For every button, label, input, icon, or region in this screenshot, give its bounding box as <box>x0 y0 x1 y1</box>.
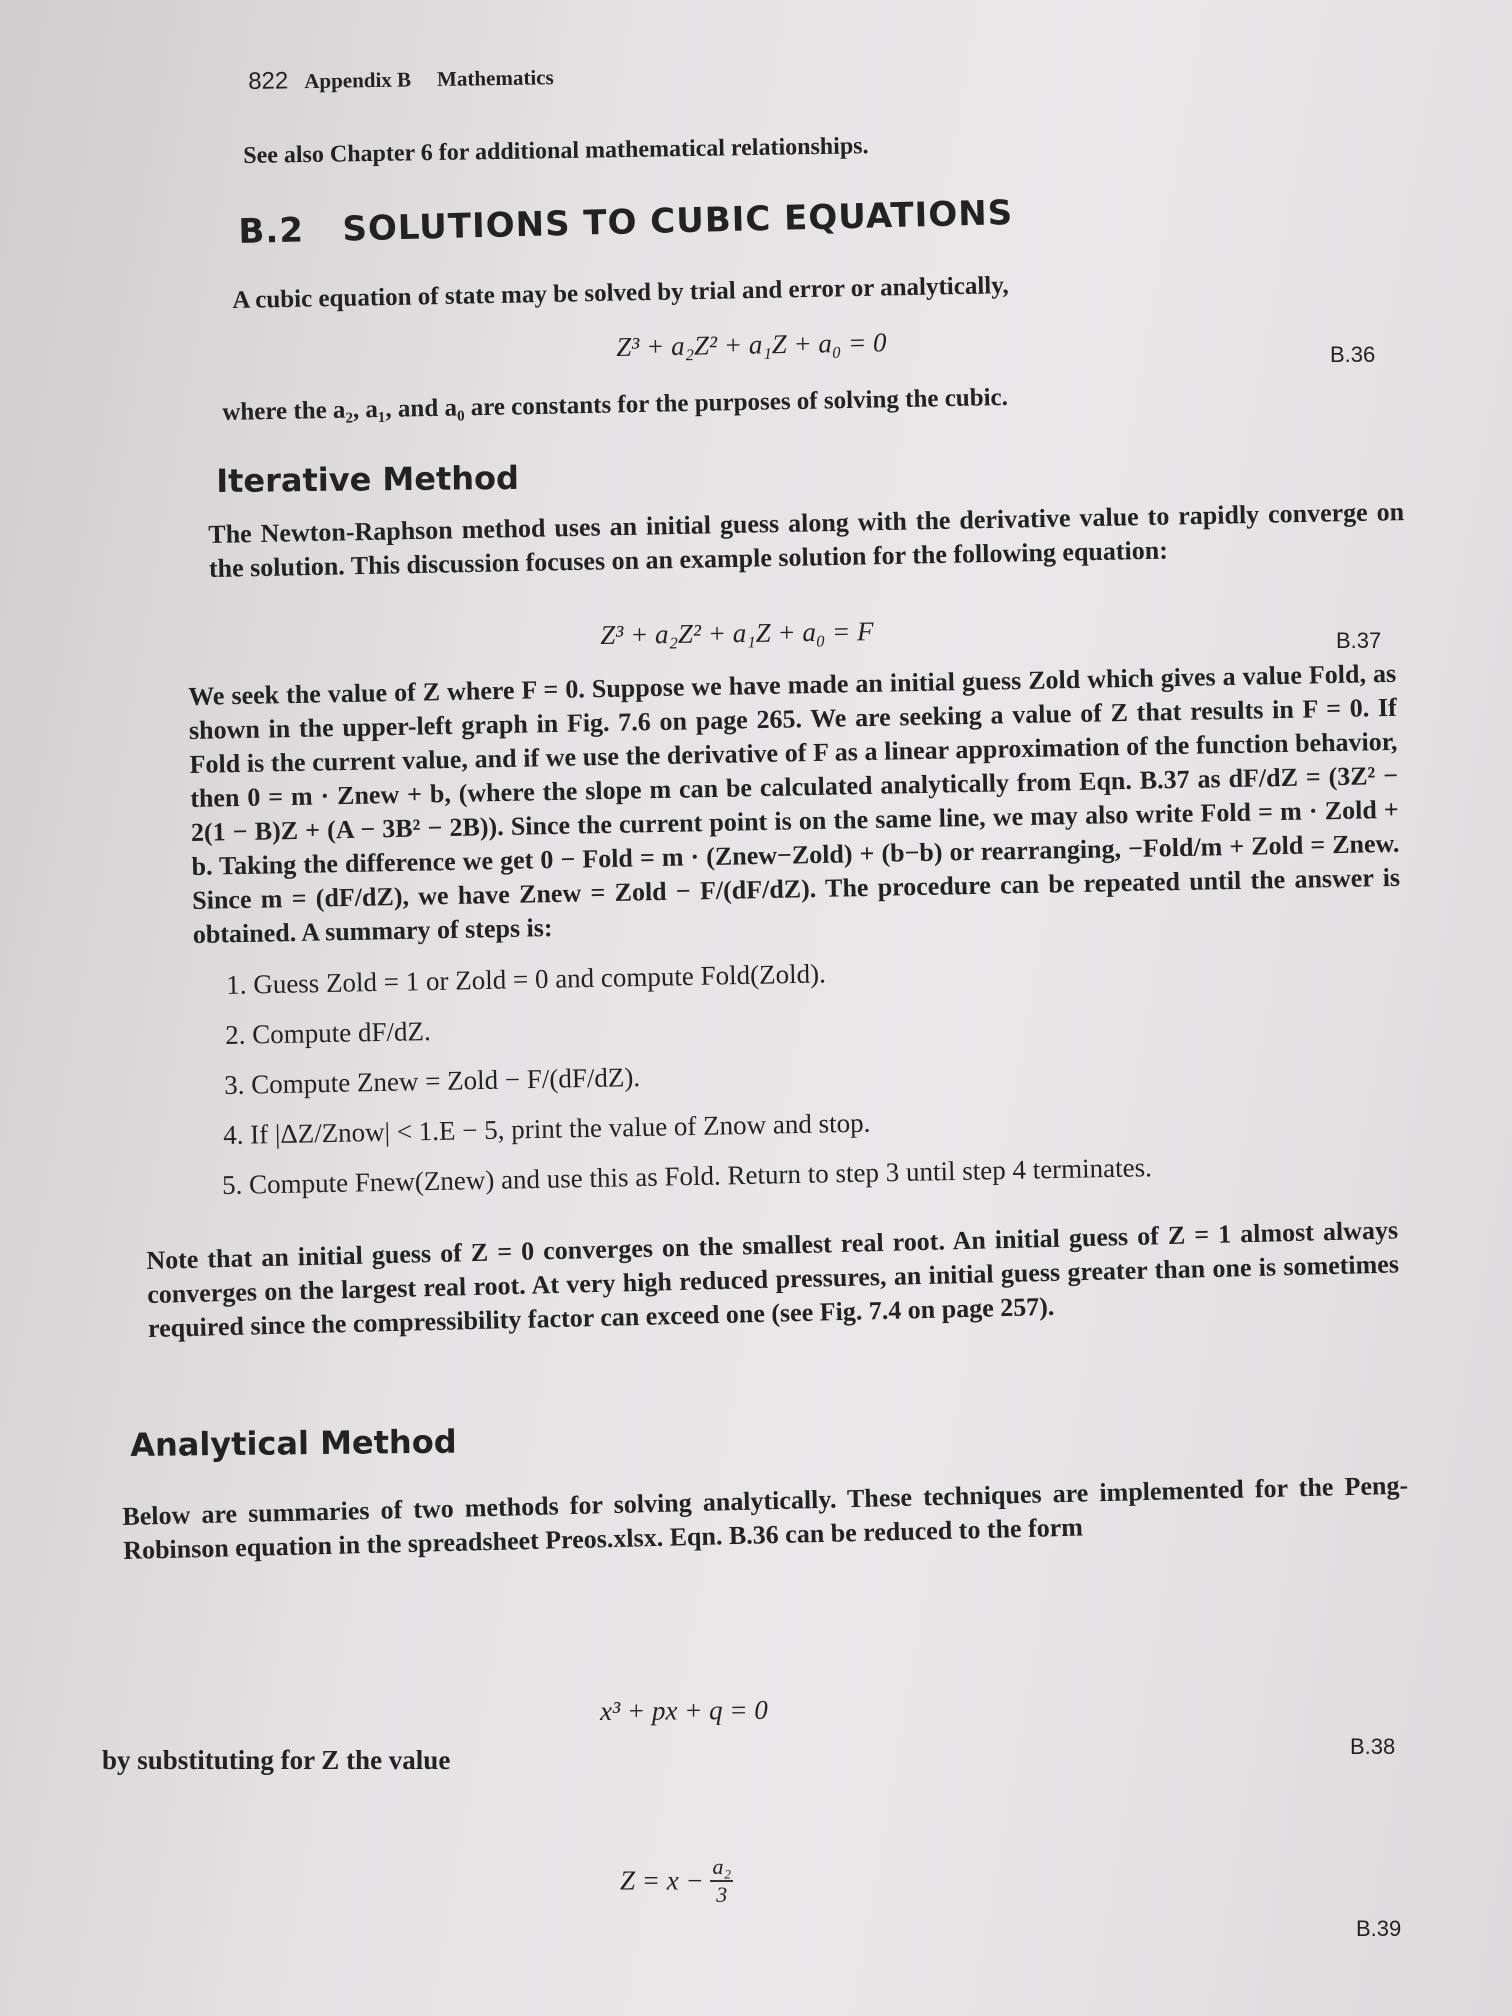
iterative-heading: Iterative Method <box>216 458 520 500</box>
equation-b38-number: B.38 <box>1350 1734 1396 1759</box>
step-item: 4. If |ΔZ/Znow| < 1.E − 5, print the value of Znow and stop. <box>222 1107 871 1151</box>
intro-note: See also Chapter 6 for additional mathematical relationships. <box>243 133 869 169</box>
equation-b37-number: B.37 <box>1336 628 1382 653</box>
substitution-note: by substituting for Z the value <box>102 1745 451 1775</box>
iterative-note: Note that an initial guess of Z = 0 converges on the smallest real root. An initial guess of Z = 1 almost always converges on the largest real root. At very high reduced pressures, an initial guess greater than one is sometimes required since the compressibility factor can exceed one (see Fig. 7.4 on page 257). <box>146 1215 1400 1343</box>
step-item: 1. Guess Zold = 1 or Zold = 0 and compute Fold(Zold). <box>225 958 827 1000</box>
section-intro: A cubic equation of state may be solved by trial and error or analytically, <box>232 272 1009 314</box>
equation-b39-lhs: Z = x − <box>620 1865 704 1896</box>
analytical-heading: Analytical Method <box>130 1422 457 1464</box>
iterative-intro: The Newton-Raphson method uses an initial guess along with the derivative value to rapidly converge on the solution. This discussion focuses on an example solution for the following equation: <box>208 497 1405 583</box>
appendix-label: Appendix B <box>304 67 412 94</box>
equation-b39 <box>620 1854 733 1908</box>
running-header <box>248 63 554 96</box>
step-item: 5. Compute Fnew(Znew) and use this as Fold. Return to step 3 until step 4 terminates. <box>221 1152 1153 1201</box>
equation-b36: Z³ + a₂Z² + a₁Z + a₀ = 0 <box>616 327 887 362</box>
equation-b36-number: B.36 <box>1330 342 1376 367</box>
section-title: B.2 SOLUTIONS TO CUBIC EQUATIONS <box>238 193 1014 252</box>
step-item: 2. Compute dF/dZ. <box>224 1016 432 1050</box>
constants-note: where the a₂, a₁, and a₀ are constants for the purposes of solving the cubic. <box>222 383 1009 426</box>
equation-b39-number: B.39 <box>1356 1916 1402 1941</box>
equation-b37: Z³ + a₂Z² + a₁Z + a₀ = F <box>600 616 874 650</box>
section-label: Mathematics <box>436 65 554 92</box>
step-item: 3. Compute Znew = Zold − F/(dF/dZ). <box>223 1061 641 1100</box>
equation-b38: x³ + px + q = 0 <box>600 1694 768 1726</box>
analytical-intro: Below are summaries of two methods for solving analytically. These techniques are implemented for the Peng-Robinson equation in the spreadsheet Preos.xlsx. Eqn. B.36 can be reduced to the form <box>122 1470 1409 1565</box>
steps-list <box>222 952 1152 1201</box>
fraction-denominator: 3 <box>716 1882 728 1907</box>
fraction-numerator: a₂ <box>710 1854 733 1882</box>
page-number: 822 <box>248 67 289 95</box>
iterative-body: We seek the value of Z where F = 0. Suppose we have made an initial guess Zold which gives a value Fold, as shown in the upper-left graph in Fig. 7.6 on page 265. We are seeking a value of Z that results in F = 0. If Fold is the current value, and if we use the derivative of F as a linear approximation of the function behavior, then 0 = m · Znew + b, (where the slope m can be calculated analytically from Eqn. B.37 as dF/dZ = (3Z² − 2(1 − B)Z + (A − 3B² − 2B)). Since the current point is on the same line, we may also write Fold = m · Zold + b. Taking the difference we get 0 − Fold = m · (Znew−Zold) + (b−b) or rearranging, −Fold/m + Zold = Znew. Since m = (dF/dZ), we have Znew = Zold − F/(dF/dZ). The procedure can be repeated until the answer is obtained. A summary of steps is: <box>188 658 1401 949</box>
fraction <box>710 1854 733 1908</box>
